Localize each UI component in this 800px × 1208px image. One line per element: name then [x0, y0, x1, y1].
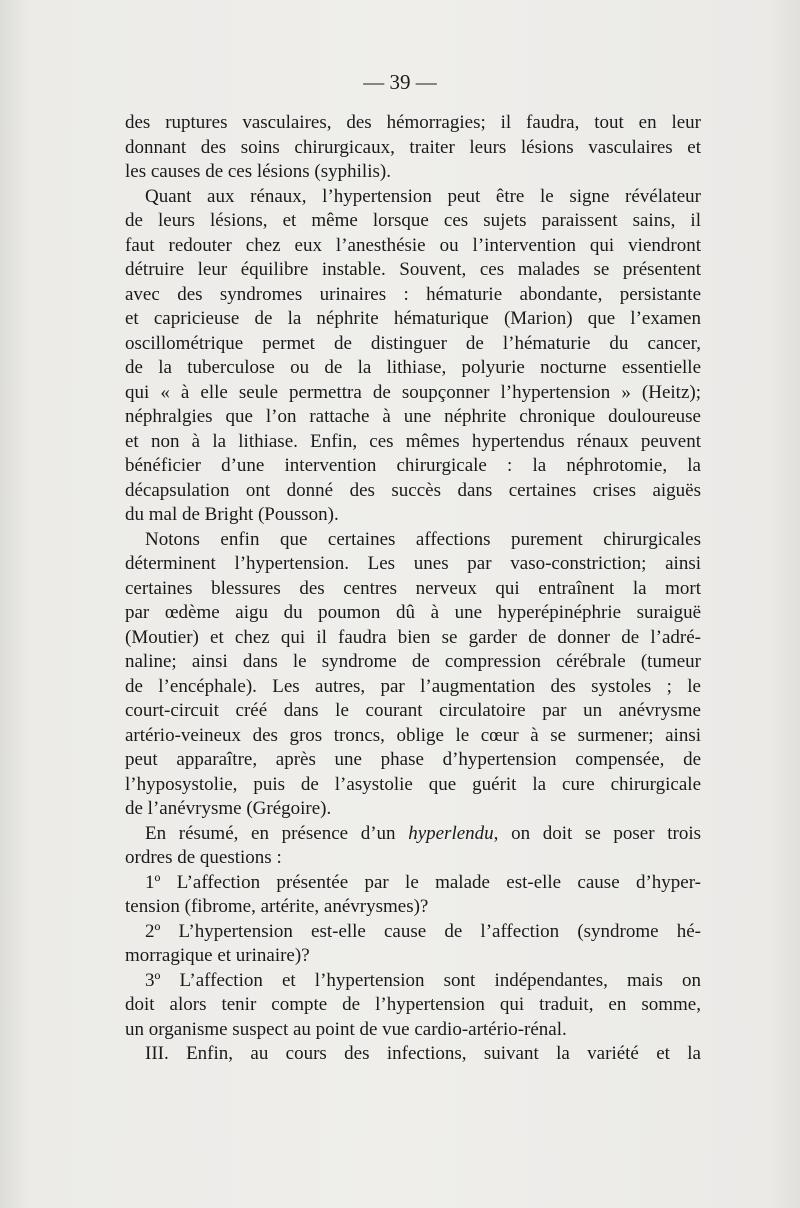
body-text: [125, 111, 701, 1067]
text-line: ordres de questions :: [125, 847, 282, 868]
text-line: doit alors tenir compte de l’hypertension qui traduit, en somme,: [125, 994, 701, 1015]
text-line: 2º L’hypertension est-elle cause de l’affection (syndrome hé-: [145, 920, 701, 942]
text-line: 1º L’affection présentée par le malade est-elle cause d’hyper-: [145, 871, 701, 893]
text-line: du mal de Bright (Pousson).: [125, 504, 339, 525]
text-line: l’hyposystolie, puis de l’asystolie que guérit la cure chirurgicale: [125, 773, 701, 795]
text-line: néphralgies que l’on rattache à une néphrite chronique douloureuse: [125, 406, 701, 427]
text-line: 3º L’affection et l’hypertension sont indépendantes, mais on: [145, 969, 701, 991]
text-line: peut apparaître, après une phase d’hypertension compensée, de: [125, 749, 701, 770]
text-line: détruire leur équilibre instable. Souvent, ces malades se présentent: [125, 259, 701, 280]
text-line: un organisme suspect au point de vue cardio-artério-rénal.: [125, 1018, 567, 1040]
text-line: de leurs lésions, et même lorsque ces sujets paraissent sains, il: [125, 210, 701, 231]
text-line: certaines blessures des centres nerveux qui entraînent la mort: [125, 577, 701, 599]
text-line: et capricieuse de la néphrite hématurique (Marion) que l’examen: [125, 308, 701, 329]
text-line: (Moutier) et chez qui il faudra bien se garder de donner de l’adré-: [125, 626, 701, 648]
text-line: III. Enfin, au cours des infections, suivant la variété et la: [145, 1043, 701, 1064]
text-line: Notons enfin que certaines affections purement chirurgicales: [145, 528, 701, 550]
text-line: artério-veineux des gros troncs, oblige le cœur à se surmener; ainsi: [125, 724, 701, 746]
text-line: décapsulation ont donné des succès dans certaines crises aiguës: [125, 479, 701, 501]
text-line: de l’anévrysme (Grégoire).: [125, 798, 332, 819]
text-line: faut redouter chez eux l’anesthésie ou l’intervention qui viendront: [125, 234, 701, 256]
text-line: morragique et urinaire)?: [125, 945, 310, 966]
text-line: tension (fibrome, artérite, anévrysmes)?: [125, 896, 429, 917]
text-line: par œdème aigu du poumon dû à une hyperépinéphrie suraiguë: [125, 602, 701, 623]
text-line: et non à la lithiase. Enfin, ces mêmes hypertendus rénaux peuvent: [125, 430, 701, 452]
text-line: avec des syndromes urinaires : hématurie abondante, persistante: [125, 283, 701, 305]
text-line: donnant des soins chirurgicaux, traiter leurs lésions vasculaires et: [125, 136, 701, 158]
text-line: les causes de ces lésions (syphilis).: [125, 161, 391, 182]
text-line: des ruptures vasculaires, des hémorragies; il faudra, tout en leur: [125, 112, 701, 133]
text-line: court-circuit créé dans le courant circulatoire par un anévrysme: [125, 700, 701, 721]
text-line: Quant aux rénaux, l’hypertension peut être le signe révélateur: [145, 185, 701, 207]
text-line: qui « à elle seule permettra de soupçonner l’hypertension » (Heitz);: [125, 381, 701, 403]
text-line: oscillométrique permet de distinguer de l’hématurie du cancer,: [125, 332, 701, 354]
text-line: de l’encéphale). Les autres, par l’augmentation des systoles ; le: [125, 675, 701, 697]
text-line: bénéficier d’une intervention chirurgicale : la néphrotomie, la: [125, 455, 701, 476]
text-line: naline; ainsi dans le syndrome de compression cérébrale (tumeur: [125, 651, 701, 672]
text-line: de la tuberculose ou de la lithiase, polyurie nocturne essentielle: [125, 357, 701, 378]
page-number: — 39 —: [363, 70, 437, 94]
text-line: En résumé, en présence d’un hyperlendu, on doit se poser trois: [145, 822, 701, 844]
text-line: déterminent l’hypertension. Les unes par vaso-constriction; ainsi: [125, 553, 701, 574]
